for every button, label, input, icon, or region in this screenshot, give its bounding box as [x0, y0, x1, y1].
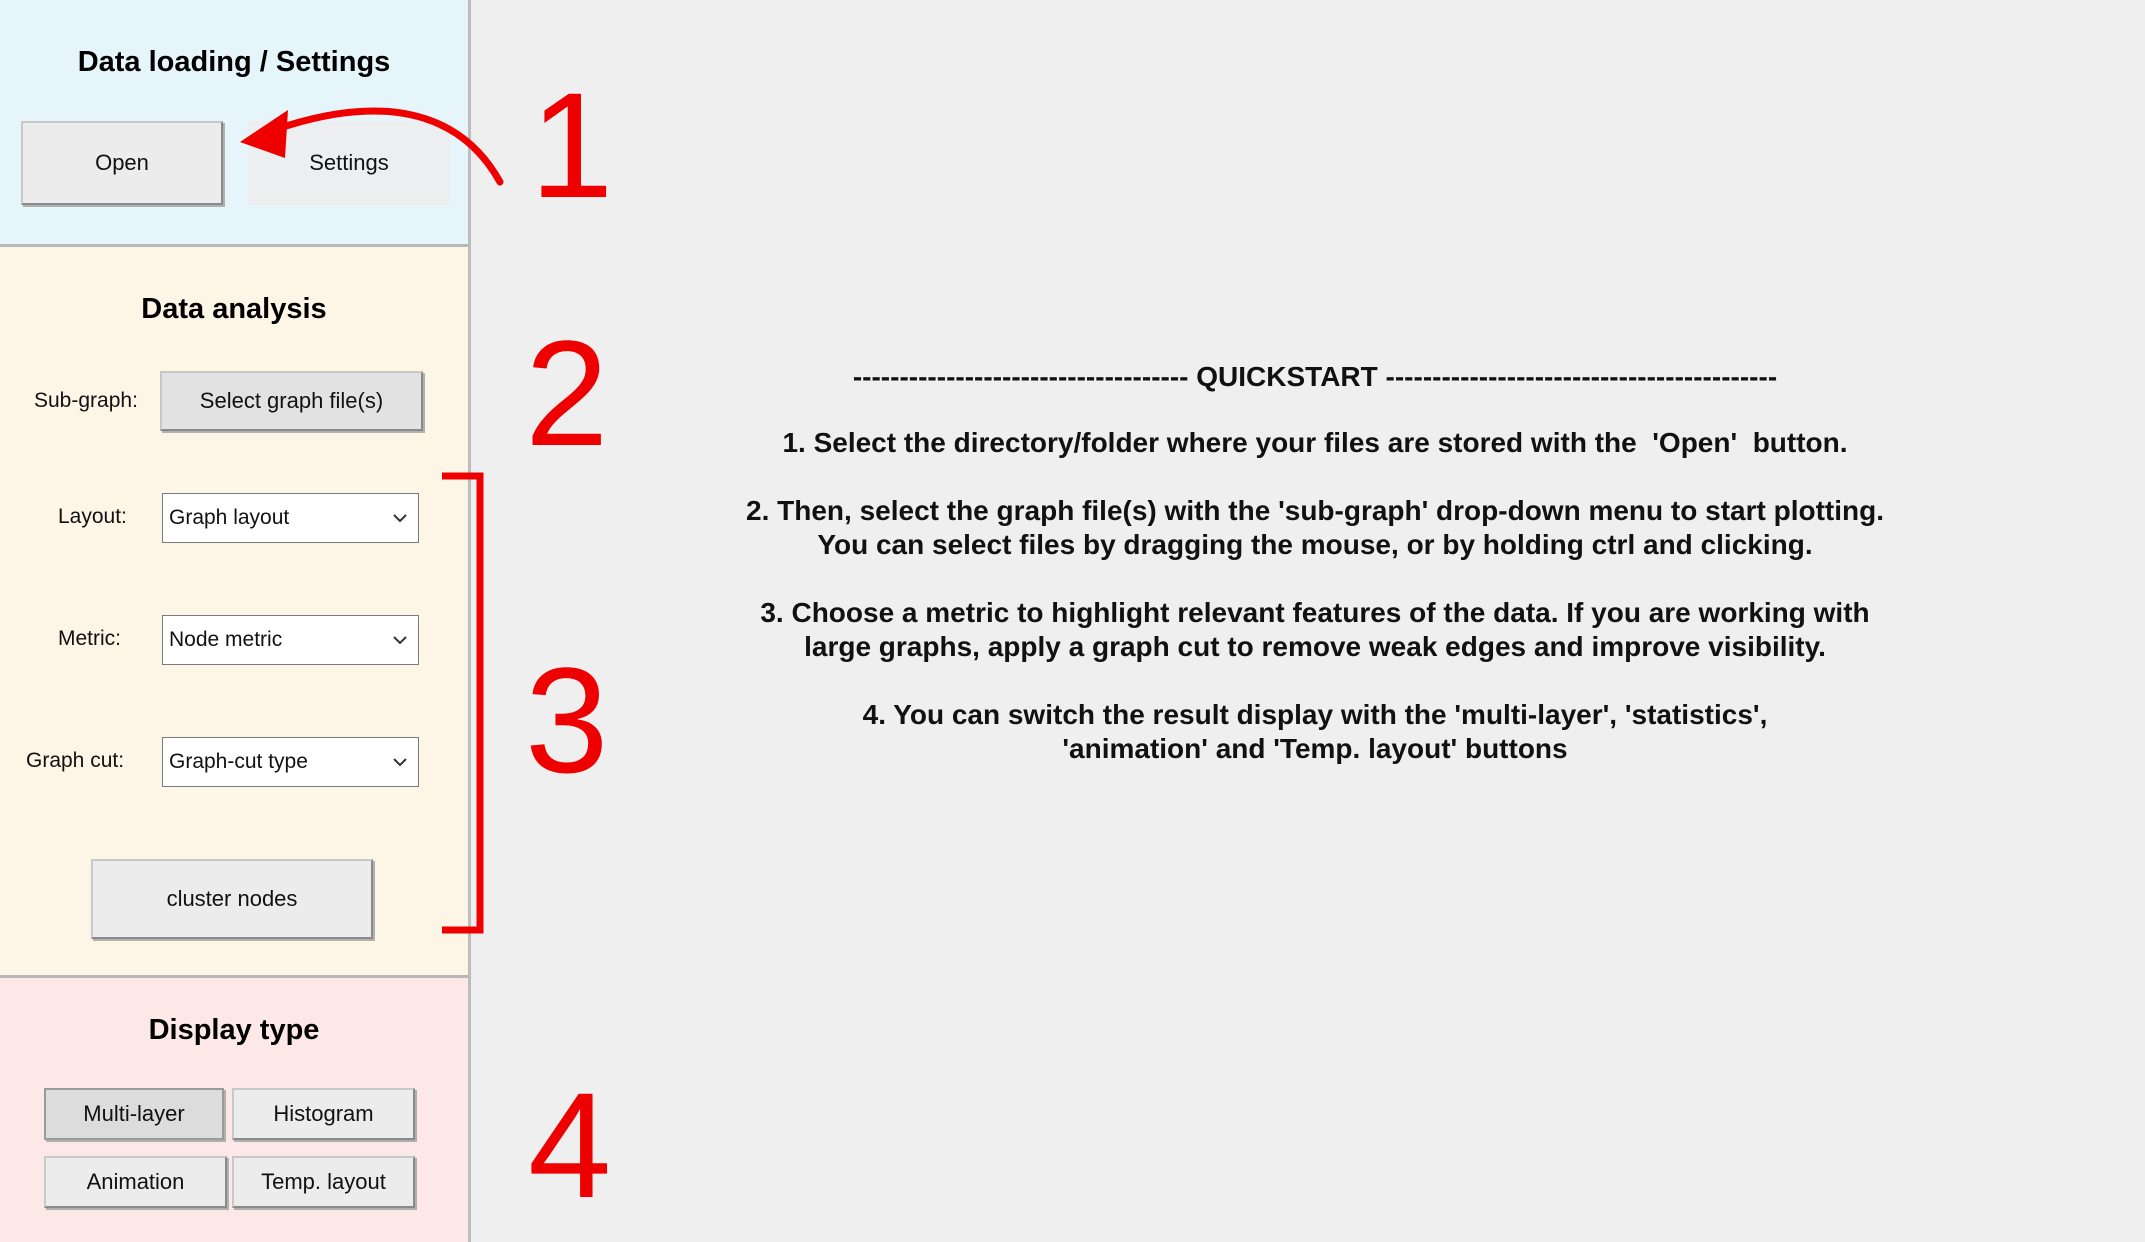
temp-layout-button[interactable]: Temp. layout [232, 1156, 415, 1208]
open-button[interactable]: Open [21, 121, 223, 205]
layout-label: Layout: [58, 505, 127, 528]
quickstart-step-3a: 3. Choose a metric to highlight relevant features of the data. If you are working with [760, 597, 1870, 628]
quickstart-step-1: 1. Select the directory/folder where your files are stored with the 'Open' button. [782, 427, 1848, 458]
quickstart-step-2a: 2. Then, select the graph file(s) with the 'sub-graph' drop-down menu to start plotting. [746, 495, 1884, 526]
annotation-number-1: 1 [530, 61, 614, 229]
annotation-number-2: 2 [525, 309, 609, 477]
chevron-down-icon [390, 630, 410, 650]
quickstart-instructions [690, 360, 1940, 766]
metric-dropdown[interactable] [162, 615, 419, 665]
display-type-section [0, 978, 468, 1242]
annotation-number-4: 4 [528, 1061, 612, 1229]
quickstart-step-3b: large graphs, apply a graph cut to remove weak edges and improve visibility. [804, 631, 1826, 662]
chevron-down-icon [390, 752, 410, 772]
graph-cut-dropdown-value: Graph-cut type [169, 750, 308, 773]
settings-button[interactable]: Settings [248, 121, 450, 205]
quickstart-step-4b: 'animation' and 'Temp. layout' buttons [1062, 733, 1568, 764]
metric-dropdown-value: Node metric [169, 628, 283, 651]
quickstart-step-4a: 4. You can switch the result display with the 'multi-layer', 'statistics', [862, 699, 1768, 730]
subgraph-label: Sub-graph: [34, 389, 138, 412]
display-type-title: Display type [148, 1014, 320, 1046]
data-analysis-title: Data analysis [141, 293, 327, 325]
histogram-button[interactable]: Histogram [232, 1088, 415, 1140]
quickstart-step-2b: You can select files by dragging the mouse, or by holding ctrl and clicking. [817, 529, 1813, 560]
chevron-down-icon [390, 508, 410, 528]
graph-cut-dropdown[interactable] [162, 737, 419, 787]
data-analysis-section [0, 247, 468, 978]
layout-dropdown-value: Graph layout [169, 506, 290, 529]
animation-button[interactable]: Animation [44, 1156, 227, 1208]
graph-cut-label: Graph cut: [26, 749, 125, 772]
annotation-number-3: 3 [525, 636, 609, 804]
arrow-annotation-icon [230, 90, 520, 200]
layout-dropdown[interactable] [162, 493, 419, 543]
quickstart-header: ------------------------------------ QUICKSTART ------------------------------------------ [852, 361, 1778, 392]
cluster-nodes-button[interactable]: cluster nodes [91, 859, 373, 939]
bracket-annotation-icon [438, 472, 488, 934]
metric-label: Metric: [58, 627, 121, 650]
multi-layer-button[interactable]: Multi-layer [44, 1088, 224, 1140]
select-graph-files-button[interactable]: Select graph file(s) [160, 371, 423, 431]
data-loading-title: Data loading / Settings [77, 46, 391, 78]
